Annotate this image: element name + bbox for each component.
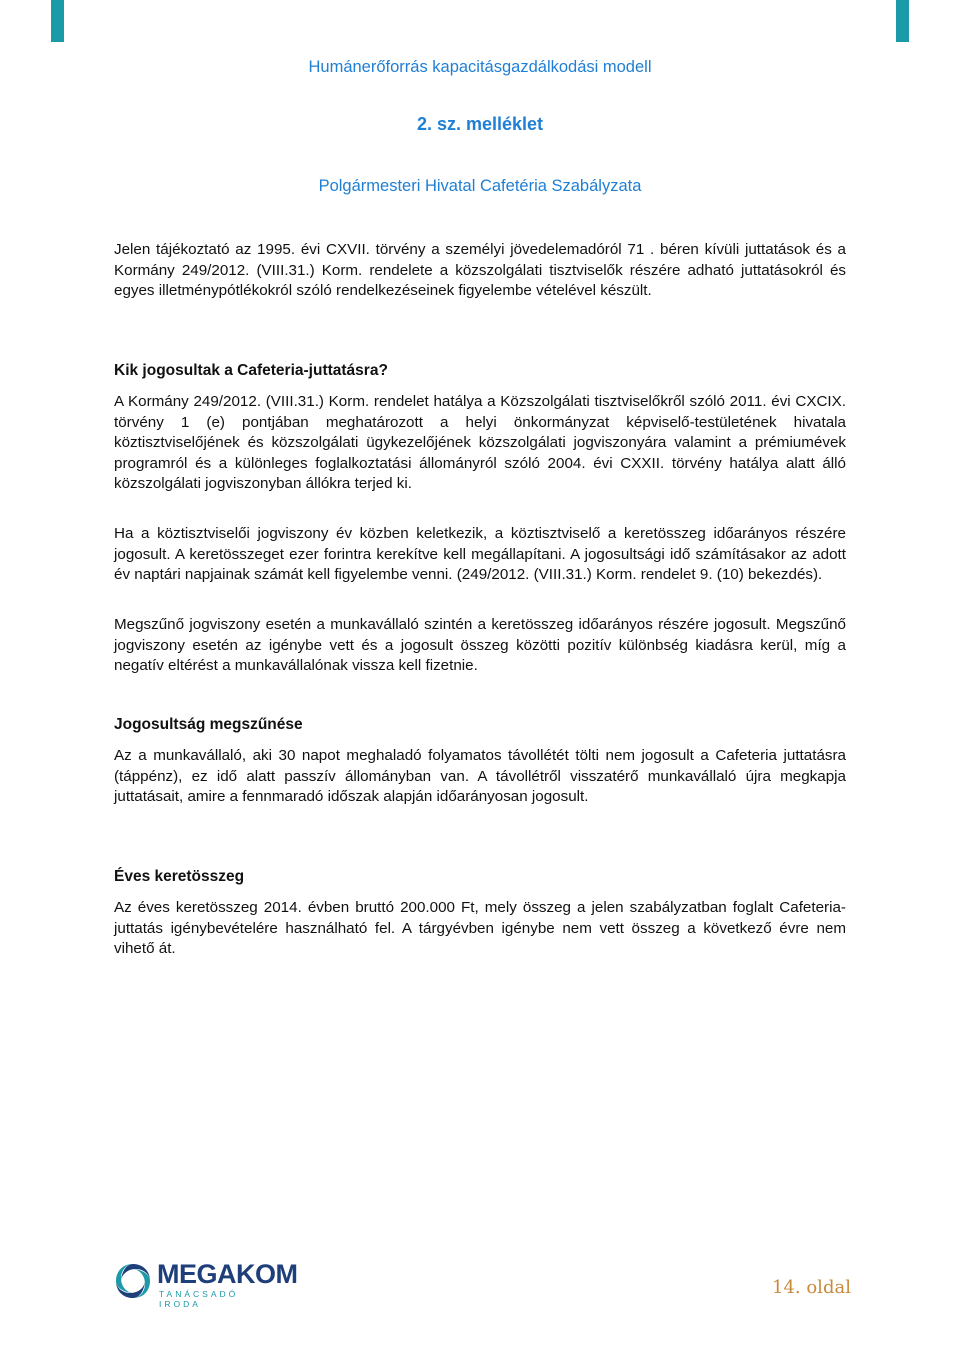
section-heading-annual-budget: Éves keretösszeg [114, 868, 245, 885]
eligibility-paragraph-1: A Kormány 249/2012. (VIII.31.) Korm. rendelet hatálya a Közszolgálati tisztviselőkről szóló 2011. évi CXCIX. törvény 1 (e) pontjában meghatározott a helyi önkormányzat képviselő-testületének hivatala köztisztviselőjének és közszolgálati ügykezelőjének közszolgálati jogviszonyára valamint a prémiumévek programról és a különleges foglalkoztatási állományról szóló 2004. évi CXXII. törvény hatálya alatt álló közszolgálati jogviszonyban állókra terjed ki. [114, 393, 846, 492]
top-right-accent-bar [896, 0, 909, 42]
logo-name: MEGAKOM [157, 1259, 298, 1289]
megakom-swirl-icon [113, 1261, 153, 1301]
megakom-logo [113, 1259, 298, 1309]
logo-subtitle: TANÁCSADÓ IRODA [159, 1289, 239, 1309]
eligibility-paragraph-2: Ha a köztisztviselői jogviszony év közben keletkezik, a köztisztviselő a keretösszeg időarányos részére jogosult. A keretösszeget ezer forintra kerekítve kell megállapítani. A jogosultsági idő számításakor az adott év naptári napjainak számát kell figyelembe venni. (249/2012. (VIII.31.) Korm. rendelet 9. (10) bekezdés). [114, 525, 846, 583]
document-header-title: Humánerőforrás kapacitásgazdálkodási modell [308, 58, 652, 76]
annex-title: 2. sz. melléklet [416, 114, 544, 134]
annual-budget-paragraph: Az éves keretösszeg 2014. évben bruttó 200.000 Ft, mely összeg a jelen szabályzatban foglalt Cafeteria-juttatás igénybevételére használható fel. A tárgyévben igénybe nem vett összeg a következő évre nem vihető át. [114, 899, 846, 957]
section-heading-eligibility-end: Jogosultság megszűnése [114, 716, 303, 733]
eligibility-paragraph-3: Megszűnő jogviszony esetén a munkavállaló szintén a keretösszeg időarányos részére jogosult. Megszűnő jogviszony esetén az igénybe vett és a jogosult összeg közötti pozitív különbség kiadásra kerül, míg a negatív eltérést a munkavállalónak vissza kell fizetnie. [114, 616, 846, 674]
policy-title: Polgármesteri Hivatal Cafetéria Szabályzata [318, 177, 642, 195]
section-heading-who-eligible: Kik jogosultak a Cafeteria-juttatásra? [114, 362, 388, 379]
intro-paragraph: Jelen tájékoztató az 1995. évi CXVII. törvény a személyi jövedelemadóról 71 . béren kívüli juttatások és a Kormány 249/2012. (VIII.31.) Korm. rendelete a közszolgálati tisztviselők részére adható juttatásokról és egyes illetménypótlékokról szóló rendelkezéseinek figyelembe vételével készült. [114, 241, 846, 299]
top-left-accent-bar [51, 0, 64, 42]
page-number: 14. oldal [772, 1277, 851, 1298]
eligibility-end-paragraph: Az a munkavállaló, aki 30 napot meghaladó folyamatos távollétét tölti nem jogosult a Cafeteria juttatásra (táppénz), ez idő alatt passzív állományban van. A távollétről visszatérő munkavállaló újra megkapja juttatásait, amire a fennmaradó időszak alapján időarányosan jogosult. [114, 747, 846, 805]
